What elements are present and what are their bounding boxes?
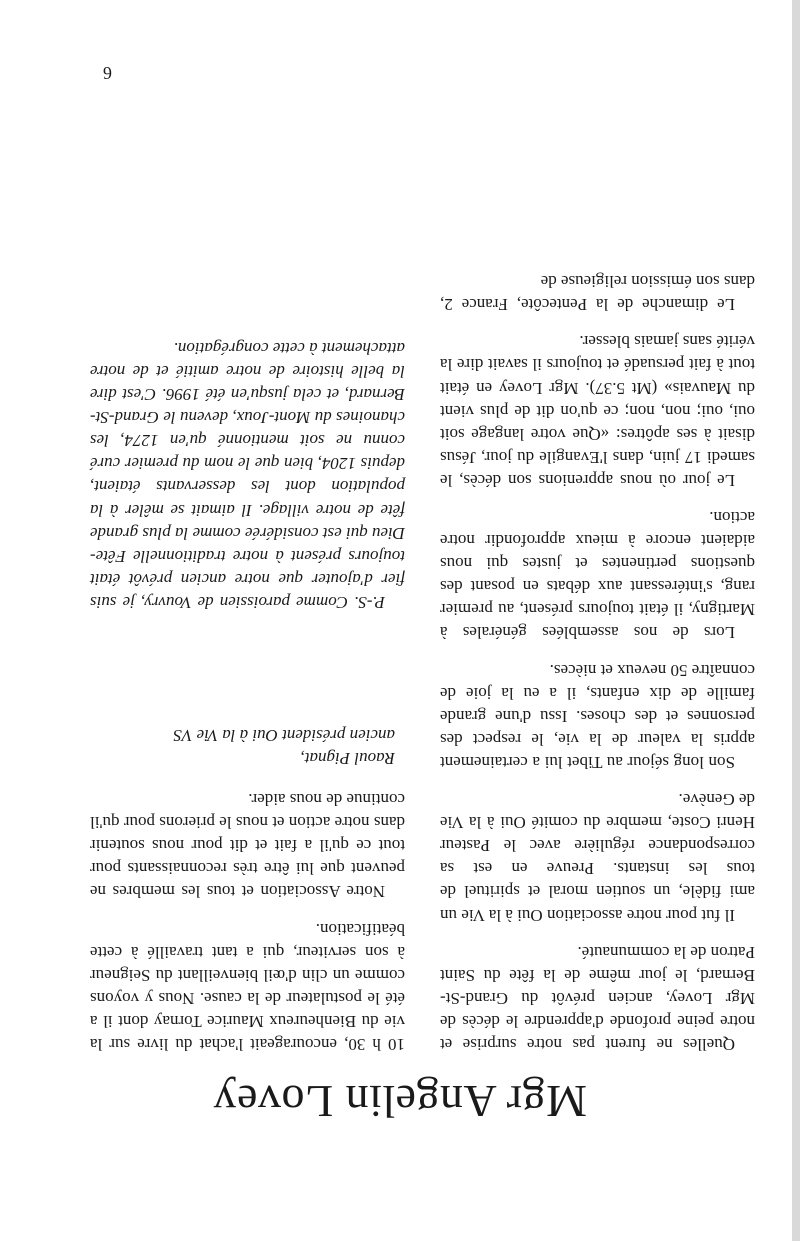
signature-role: ancien président Oui à la Vie VS: [173, 725, 395, 745]
paragraph: Le jour où nous apprenions son décès, le samedi 17 juin, dans l'Evangile du jour, Jésus disait à ses apôtres: «Que votre langage soit oui, oui; non, non; ce qu'on dit de plus vient du Mauvais» (Mt 5.37). Mgr Lovey en était tout à fait persuadé et toujours il savait dire la vérité sans jamais blesser.: [440, 332, 755, 490]
paragraph-continuation: 10 h 30, encourageait l'achat du livre sur la vie du Bienheureux Maurice Tornay dont il a été le postulateur de la cause. Nous y voyons comme un clin d'œil bienveillant du Seigneur à son serviteur, qui a tant travaillé à cette béatification.: [90, 919, 405, 1054]
postscript: P.-S. Comme paroissien de Vouvry, je suis fier d'ajouter que notre ancien prévôt était toujours présent à notre traditionnelle Fête-Dieu qui est considérée comme la plus grande fête de notre village. Il aimait se mêler à la population dont les desservants étaient, depuis 1204, bien que le nom du premier curé connu ne soit mentionné qu'en 1274, les chanoines du Mont-Joux, devenu le Grand-St-Bernard, et cela jusqu'en été 1996. C'est dire la belle histoire de notre amitié et de notre attachement à cette congrégation.: [90, 338, 405, 612]
left-column: [440, 256, 755, 1056]
paragraph: Il fut pour notre association Oui à la Vie un ami fidèle, un soutien moral et spirituel de tous les instants. Preuve en est sa correspondance régulière avec le Pasteur Henri Coste, membre du comité Oui à la Vie de Genève.: [440, 790, 755, 925]
page-title: Mgr Angelin Lovey: [213, 1076, 587, 1128]
signature-name: Raoul Pignat,: [300, 748, 395, 768]
signature: [90, 724, 395, 770]
right-column: [90, 323, 405, 1056]
paragraph: Lors de nos assemblées générales à Martigny, il était toujours présent, au premier rang, s'intéressant aux débats en posant des questions pertinentes et justes qui nous aidaient encore à mieux approfondir notre action.: [440, 508, 755, 643]
paragraph: Son long séjour au Tibet lui a certainement appris la valeur de la vie, le respect des personnes et des choses. Issu d'une grande famille de dix enfants, il a eu la joie de connaître 50 neveux et nièces.: [440, 660, 755, 772]
page-number: 6: [103, 63, 112, 83]
paragraph: Quelles ne furent pas notre surprise et notre peine profonde d'apprendre le décès de Mgr Lovey, ancien prévôt du Grand-St-Bernard, le jour même de la fête du Saint Patron de la communauté.: [440, 942, 755, 1054]
paragraph: Le dimanche de la Pentecôte, France 2, dans son émission religieuse de: [440, 272, 755, 315]
paragraph: Notre Association et tous les membres ne peuvent que lui être très reconnaissants pour tout ce qu'il a fait et dit pour nous soutenir dans notre action et nous le prierons pour qu'il continue de nous aider.: [90, 790, 405, 902]
